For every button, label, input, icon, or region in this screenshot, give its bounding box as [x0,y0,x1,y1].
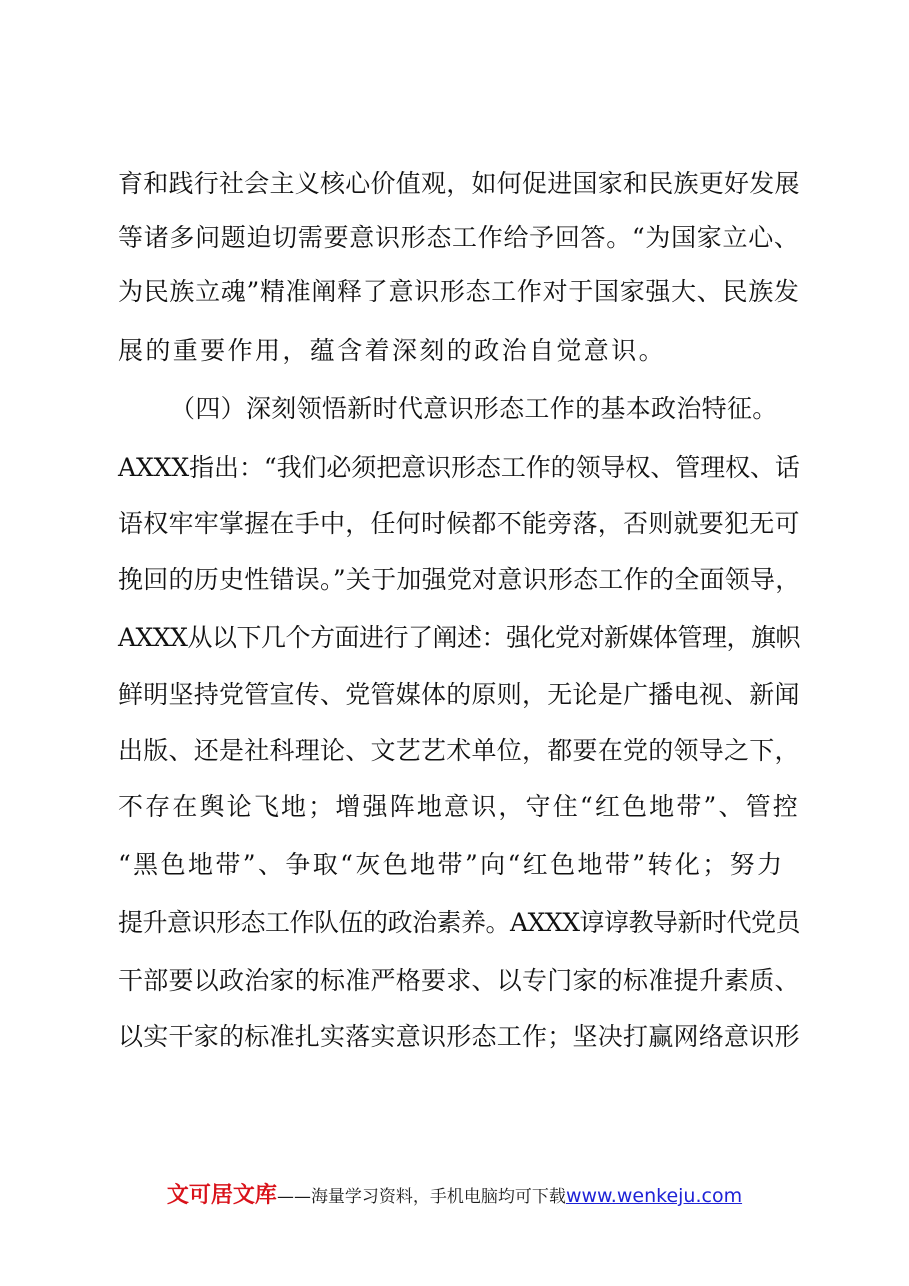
body-text-line: 不存在舆论飞地；增强阵地意识，守住“红色地带”、管控 [118,792,800,821]
body-text-line: AXXX从以下几个方面进行了阐述：强化党对新媒体管理，旗帜 [118,623,801,652]
body-text-line: 干部要以政治家的标准严格要求、以专门家的标准提升素质、 [118,966,800,995]
body-text-line: AXXX指出：“我们必须把意识形态工作的领导权、管理权、话 [118,453,800,482]
body-text-line: 展的重要作用，蕴含着深刻的政治自觉意识。 [118,336,667,365]
footer-banner [0,1179,909,1213]
body-text-line: 鲜明坚持党管宣传、党管媒体的原则，无论是广播电视、新闻 [118,680,800,709]
body-text-line: 为民族立魂”精准阐释了意识形态工作对于国家强大、民族发 [118,277,800,306]
body-text-line: 提升意识形态工作队伍的政治素养。AXXX谆谆教导新时代党员 [118,908,801,937]
footer-brand: 文可居文库 [166,1183,277,1208]
body-text-line: 挽回的历史性错误。”关于加强党对意识形态工作的全面领导， [118,565,801,594]
footer-url-link[interactable]: www.wenkeju.com [565,1185,743,1207]
body-text-line: 等诸多问题迫切需要意识形态工作给予回答。“为国家立心、 [118,223,800,252]
section-heading: （四）深刻领悟新时代意识形态工作的基本政治特征。 [170,394,778,423]
body-text-line: “黑色地带”、争取“灰色地带”向“红色地带”转化；努力 [118,850,785,879]
footer-tagline: ——海量学习资料，手机电脑均可下载 [276,1187,566,1207]
body-text-line: 出版、还是社科理论、文艺艺术单位，都要在党的领导之下， [118,736,800,765]
body-text-line: 以实干家的标准扎实落实意识形态工作；坚决打赢网络意识形 [118,1022,800,1051]
body-text-line: 育和践行社会主义核心价值观，如何促进国家和民族更好发展 [118,169,800,198]
body-text-line: 语权牢牢掌握在手中，任何时候都不能旁落，否则就要犯无可 [118,509,800,538]
